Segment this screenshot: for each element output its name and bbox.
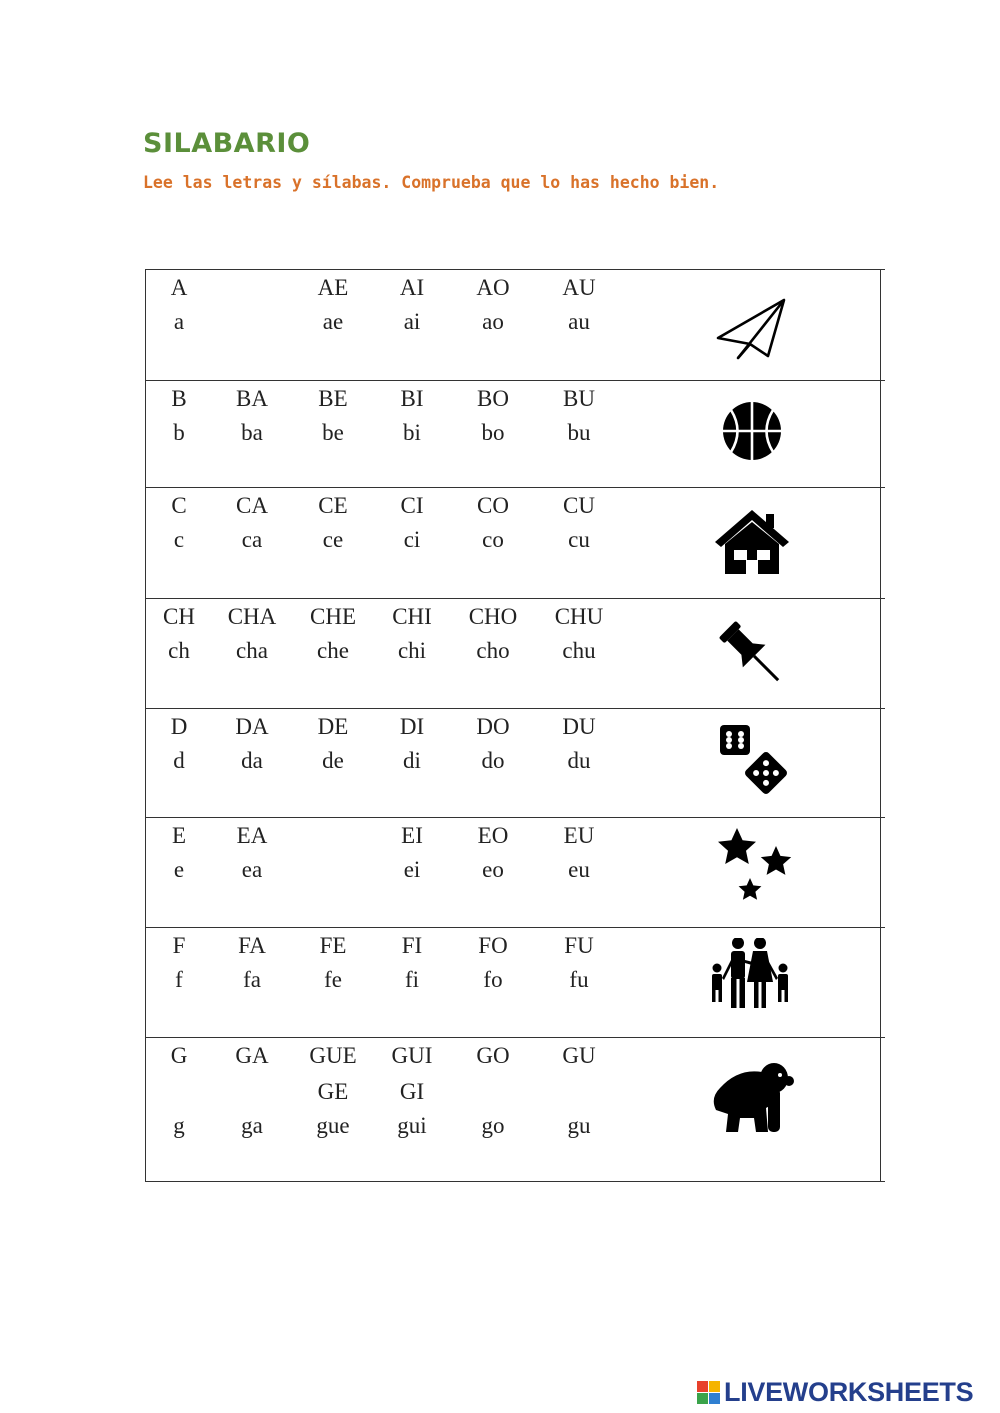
gorilla-icon xyxy=(710,1058,795,1133)
syllable-uppercase: E xyxy=(171,823,187,848)
row-right-border xyxy=(880,270,881,380)
syllable-uppercase: BO xyxy=(477,386,509,411)
syllable-lowercase: ch xyxy=(168,638,190,663)
syllable-uppercase: CI xyxy=(400,493,424,518)
syllable-row xyxy=(145,380,885,487)
syllable-lowercase: chi xyxy=(397,638,427,663)
row-right-border xyxy=(880,488,881,598)
syllable-uppercase: CE xyxy=(318,493,348,518)
syllable-uppercase: DU xyxy=(562,714,596,739)
syllable-lowercase: f xyxy=(175,967,183,992)
syllable-uppercase: BA xyxy=(236,386,268,411)
pushpin-icon xyxy=(710,617,795,692)
syllable-table xyxy=(145,269,885,1182)
syllable-lowercase: ca xyxy=(241,527,263,552)
syllable-lowercase: ei xyxy=(403,857,421,882)
family-icon xyxy=(705,938,800,1013)
syllable-uppercase: GU xyxy=(562,1043,596,1068)
syllable-lowercase: fu xyxy=(569,967,589,992)
syllable-lowercase: e xyxy=(173,857,185,882)
syllable-lowercase: di xyxy=(403,748,421,773)
syllable-lowercase: d xyxy=(173,748,185,773)
syllable-lowercase: bo xyxy=(481,420,505,445)
syllable-row xyxy=(145,1037,885,1182)
syllable-uppercase: BU xyxy=(563,386,595,411)
logo-square-red xyxy=(697,1381,708,1392)
house-icon xyxy=(710,504,795,579)
syllable-lowercase: ea xyxy=(241,857,263,882)
syllable-uppercase: G xyxy=(170,1043,188,1068)
syllable-lowercase: co xyxy=(482,527,504,552)
syllable-lowercase: ce xyxy=(322,527,344,552)
syllable-row xyxy=(145,598,885,708)
syllable-lowercase: b xyxy=(173,420,185,445)
syllable-lowercase: c xyxy=(173,527,185,552)
syllable-lowercase: fo xyxy=(483,967,503,992)
logo-square-blue xyxy=(709,1393,720,1404)
syllable-uppercase: CHE xyxy=(310,604,356,629)
syllable-lowercase: da xyxy=(241,748,263,773)
syllable-uppercase: CO xyxy=(477,493,509,518)
row-right-border xyxy=(880,818,881,927)
syllable-lowercase: ao xyxy=(482,309,504,334)
syllable-uppercase: AI xyxy=(399,275,425,300)
syllable-lowercase: de xyxy=(322,748,344,773)
syllable-lowercase: do xyxy=(481,748,505,773)
syllable-lowercase: gu xyxy=(567,1113,591,1138)
row-right-border xyxy=(880,928,881,1037)
syllable-uppercase: GI xyxy=(399,1079,425,1104)
syllable-uppercase: DA xyxy=(235,714,269,739)
syllable-lowercase: eu xyxy=(568,857,590,882)
syllable-uppercase: AU xyxy=(562,275,596,300)
syllable-uppercase: DI xyxy=(399,714,425,739)
syllable-lowercase: ba xyxy=(241,420,263,445)
syllable-uppercase: CHU xyxy=(554,604,604,629)
syllable-uppercase: EO xyxy=(477,823,509,848)
syllable-uppercase: B xyxy=(171,386,187,411)
syllable-row xyxy=(145,269,885,380)
syllable-uppercase: EA xyxy=(236,823,268,848)
row-right-border xyxy=(880,709,881,817)
syllable-lowercase: fe xyxy=(324,967,342,992)
syllable-row xyxy=(145,487,885,598)
liveworksheets-logo-text: LIVEWORKSHEETS xyxy=(724,1377,974,1407)
syllable-uppercase: D xyxy=(170,714,188,739)
syllable-lowercase: ai xyxy=(403,309,421,334)
syllable-uppercase: FI xyxy=(401,933,423,958)
stars-icon xyxy=(710,828,795,903)
syllable-row xyxy=(145,817,885,927)
syllable-uppercase: GA xyxy=(235,1043,269,1068)
worksheet-instructions: Lee las letras y sílabas. Comprueba que lo has hecho bien. xyxy=(143,173,720,192)
syllable-lowercase: bi xyxy=(403,420,421,445)
syllable-lowercase: gui xyxy=(397,1113,427,1138)
liveworksheets-logo-mark xyxy=(697,1381,721,1405)
syllable-lowercase: g xyxy=(173,1113,185,1138)
syllable-uppercase: DO xyxy=(476,714,510,739)
syllable-uppercase: CH xyxy=(163,604,195,629)
row-right-border xyxy=(880,381,881,487)
syllable-uppercase: BI xyxy=(400,386,424,411)
syllable-lowercase: bu xyxy=(567,420,591,445)
syllable-uppercase: GO xyxy=(476,1043,510,1068)
row-right-border xyxy=(880,1038,881,1181)
basketball-icon xyxy=(710,393,795,468)
worksheet-title: SILABARIO xyxy=(143,128,311,159)
syllable-uppercase: AO xyxy=(476,275,510,300)
syllable-uppercase: FA xyxy=(238,933,266,958)
syllable-uppercase: CU xyxy=(563,493,595,518)
syllable-lowercase: au xyxy=(568,309,590,334)
syllable-lowercase: cha xyxy=(236,638,268,663)
syllable-uppercase: BE xyxy=(318,386,348,411)
paper-plane-icon xyxy=(710,290,795,365)
logo-square-yellow xyxy=(709,1381,720,1392)
syllable-uppercase: EI xyxy=(401,823,423,848)
syllable-lowercase: fa xyxy=(243,967,261,992)
syllable-lowercase: che xyxy=(317,638,349,663)
syllable-uppercase: CA xyxy=(236,493,268,518)
syllable-lowercase: a xyxy=(173,309,185,334)
syllable-uppercase: F xyxy=(172,933,186,958)
syllable-lowercase: ga xyxy=(241,1113,263,1138)
dice-icon xyxy=(710,723,795,798)
syllable-uppercase: CHO xyxy=(468,604,518,629)
syllable-uppercase: GUI xyxy=(391,1043,433,1068)
syllable-lowercase: cu xyxy=(568,527,590,552)
syllable-row xyxy=(145,708,885,817)
logo-square-green xyxy=(697,1393,708,1404)
syllable-lowercase: du xyxy=(567,748,591,773)
syllable-lowercase: go xyxy=(481,1113,505,1138)
syllable-uppercase: C xyxy=(171,493,187,518)
syllable-uppercase: FE xyxy=(319,933,347,958)
syllable-row xyxy=(145,927,885,1037)
syllable-lowercase: fi xyxy=(404,967,420,992)
syllable-uppercase: GE xyxy=(317,1079,349,1104)
syllable-uppercase: CHA xyxy=(227,604,277,629)
syllable-lowercase: ae xyxy=(322,309,344,334)
syllable-uppercase: FU xyxy=(564,933,594,958)
syllable-uppercase: FO xyxy=(478,933,508,958)
row-right-border xyxy=(880,599,881,708)
syllable-uppercase: DE xyxy=(317,714,349,739)
syllable-lowercase: ci xyxy=(403,527,421,552)
syllable-lowercase: be xyxy=(322,420,344,445)
syllable-uppercase: CHI xyxy=(392,604,432,629)
syllable-lowercase: chu xyxy=(562,638,596,663)
syllable-uppercase: EU xyxy=(563,823,595,848)
syllable-uppercase: A xyxy=(170,275,188,300)
syllable-lowercase: cho xyxy=(476,638,510,663)
syllable-uppercase: AE xyxy=(317,275,349,300)
syllable-uppercase: GUE xyxy=(309,1043,357,1068)
syllable-lowercase: gue xyxy=(316,1113,350,1138)
syllable-lowercase: eo xyxy=(482,857,504,882)
